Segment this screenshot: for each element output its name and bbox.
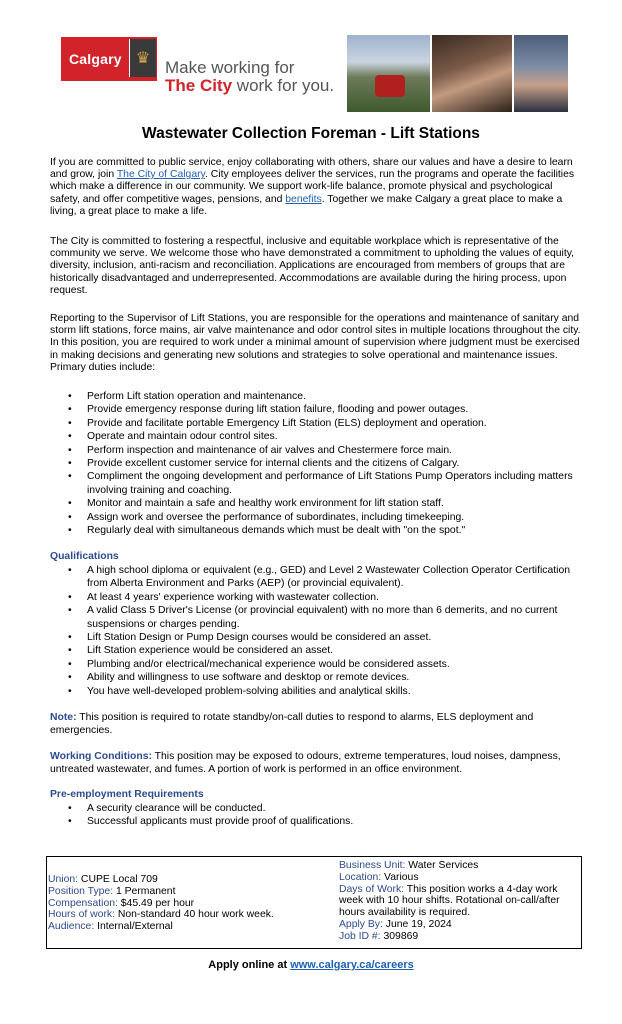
audience-label: Audience: (48, 921, 95, 933)
note-label: Note: (50, 712, 77, 723)
pre-employment-heading: Pre-employment Requirements (50, 789, 204, 800)
header-banner (61, 35, 568, 112)
compensation-value: $45.49 per hour (117, 897, 195, 909)
apply-by-row (339, 919, 579, 931)
intro-text-3: . Together we make Calgary a great place to make a living, a great place to make a life. (50, 193, 563, 217)
location-row (339, 872, 579, 884)
list-item: • A security clearance will be conducted. (50, 802, 582, 815)
hours-value: Non-standard 40 hour work week. (114, 909, 274, 921)
job-details-box (46, 856, 582, 949)
position-type-label: Position Type: (48, 885, 114, 897)
hours-row (48, 909, 332, 921)
job-details-right (339, 860, 579, 943)
audience-row (48, 921, 332, 933)
position-type-row (48, 886, 332, 898)
list-item: • Perform Lift station operation and maintenance. (50, 390, 582, 403)
commitment-paragraph: The City is committed to fostering a respectful, inclusive and equitable workplace which is representative of the community we serve. We welcome those who have demonstrated a commitment to upholding the values of equity, diversity, inclusion, anti-racism and reconciliation. Applications are encouraged from members of groups that are historically disadvantaged and underrepresented. Accommodations are available during the hiring process, upon request. (50, 236, 575, 296)
job-id-value: 309869 (380, 930, 419, 942)
location-value: Various (381, 871, 419, 883)
tagline-line1: Make working for (165, 58, 295, 77)
note-paragraph (50, 711, 582, 738)
list-item: • A valid Class 5 Driver's License (or provincial equivalent) with no more than 6 demerits, and no current suspensions or charges pending. (50, 604, 582, 631)
page-title: Wastewater Collection Foreman - Lift Stations (142, 125, 480, 142)
hours-label: Hours of work: (48, 909, 115, 921)
list-item: • Lift Station Design or Pump Design courses would be considered an asset. (50, 631, 582, 644)
job-id-row (339, 931, 579, 943)
note-text: This position is required to rotate standby/on-call duties to respond to alarms, ELS deployment and emergencies. (50, 712, 534, 737)
union-row (48, 874, 332, 886)
list-item: • Monitor and maintain a safe and healthy work environment for lift station staff. (50, 497, 582, 510)
days-row (339, 884, 579, 919)
union-value: CUPE Local 709 (78, 874, 158, 885)
job-details-left (48, 874, 332, 933)
apply-online-line (0, 959, 622, 971)
list-item: • Provide and facilitate portable Emergency Lift Station (ELS) deployment and operation. (50, 417, 582, 430)
audience-value: Internal/External (94, 921, 173, 933)
business-unit-value: Water Services (405, 860, 479, 871)
compensation-row (48, 898, 332, 910)
banner-photos (345, 35, 568, 112)
list-item: • Provide emergency response during lift station failure, flooding and power outages. (50, 403, 582, 416)
careers-link[interactable]: www.calgary.ca/careers (290, 959, 414, 971)
compensation-label: Compensation: (48, 897, 118, 909)
days-value: This position works a 4-day work week with 10 hour shifts. Rotational on-call/after hours availability is required. (339, 883, 560, 919)
mower-shape (375, 75, 405, 97)
list-item: • Provide excellent customer service for internal clients and the citizens of Calgary. (50, 457, 582, 470)
list-item: • Lift Station experience would be considered an asset. (50, 644, 582, 657)
business-unit-row (339, 860, 579, 872)
list-item: • At least 4 years' experience working with wastewater collection. (50, 591, 582, 604)
job-id-label: Job ID #: (339, 930, 381, 942)
list-item: • Operate and maintain odour control sites. (50, 430, 582, 443)
location-label: Location: (339, 871, 382, 883)
qualifications-list (50, 564, 582, 698)
crest-icon: ♛ (129, 39, 156, 77)
working-conditions-paragraph (50, 750, 582, 777)
intro-text-1: If you are committed to public service, enjoy collaborating with others, share our values and have a desire to learn and grow, join (50, 157, 573, 181)
city-of-calgary-link[interactable]: The City of Calgary (116, 169, 205, 181)
union-label: Union: (48, 874, 79, 885)
business-unit-label: Business Unit: (339, 860, 406, 871)
working-conditions-text: This position may be exposed to odours, extreme temperatures, loud noises, dampness, untreated wastewater, and fumes. A portion of work is performed in an office environment. (50, 751, 561, 776)
working-conditions-label: Working Conditions: (50, 751, 152, 762)
benefits-link[interactable]: benefits (285, 193, 322, 205)
photo-employees (432, 35, 511, 112)
list-item: • Assign work and oversee the performance of subordinates, including timekeeping. (50, 511, 582, 524)
days-label: Days of Work: (339, 883, 405, 895)
tagline (165, 59, 355, 95)
tagline-line2 (165, 77, 355, 95)
tagline-rest: work for you. (232, 76, 335, 95)
position-type-value: 1 Permanent (113, 885, 176, 897)
apply-by-label: Apply By: (339, 918, 383, 930)
list-item: • You have well-developed problem-solving abilities and analytical skills. (50, 685, 582, 698)
logo-text: Calgary (69, 51, 122, 67)
list-item: • Ability and willingness to use software and desktop or remote devices. (50, 671, 582, 684)
qualifications-heading: Qualifications (50, 551, 119, 562)
apply-text: Apply online at (208, 959, 291, 971)
apply-by-value: June 19, 2024 (382, 918, 452, 930)
intro-text-2: . City employees deliver the services, run the programs and operate the facilities which make a difference in our community. We support work-life balance, promote physical and psychological safety, and offer competitive wages, pensions, and (50, 169, 575, 205)
list-item: • Plumbing and/or electrical/mechanical experience would be considered assets. (50, 658, 582, 671)
duties-list (50, 390, 582, 537)
list-item: • Perform inspection and maintenance of air valves and Chestermere force main. (50, 444, 582, 457)
list-item: • Successful applicants must provide proof of qualifications. (50, 815, 582, 828)
pre-employment-list (50, 802, 582, 829)
photo-transit-worker (514, 35, 569, 112)
tagline-red: The City (165, 76, 233, 95)
intro-paragraph (50, 157, 582, 218)
reporting-paragraph: Reporting to the Supervisor of Lift Stations, you are responsible for the operations and maintenance of sanitary and storm lift stations, force mains, air valve maintenance and odor control sites in multiple locations throughout the city. In this position, you are required to work under a minimal amount of supervision where judgment must be exercised in making decisions and generating new solutions and strategies to solve operational and maintenance issues. Primary duties include: (50, 313, 581, 373)
list-item: • Compliment the ongoing development and performance of Lift Stations Pump Operators including matters involving training and coaching. (50, 470, 582, 497)
photo-worker-mower (347, 35, 430, 112)
list-item: • A high school diploma or equivalent (e.g., GED) and Level 2 Wastewater Collection Operator Certification from Alberta Environment and Parks (AEP) (or provincial equivalent). (50, 564, 582, 591)
list-item: • Regularly deal with simultaneous demands which must be dealt with "on the spot." (50, 524, 582, 537)
